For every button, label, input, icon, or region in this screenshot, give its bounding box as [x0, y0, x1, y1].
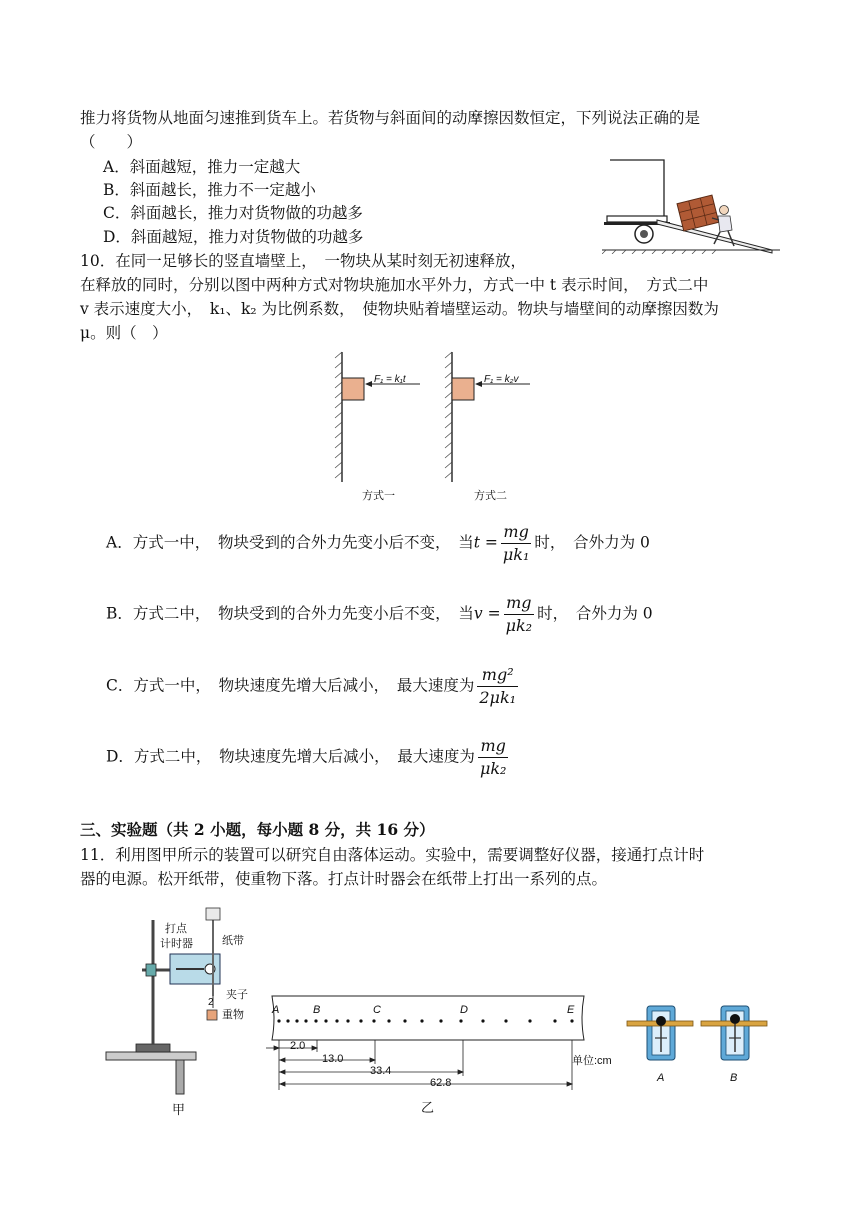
q9-stem: 推力将货物从地面匀速推到货车上。若货物与斜面间的动摩擦因数恒定，下列说法正确的是 — [80, 109, 701, 127]
wall-2 — [445, 352, 530, 482]
distance-ae: 62.8 — [430, 1077, 452, 1089]
truck-ramp-figure — [602, 158, 782, 254]
q10-option-c: C．方式一中， 物块速度先增大后减小， 最大速度为 $\frac{\text{mg²}}{\text{2μk₁}}$ — [106, 665, 517, 707]
timer-label-1: 打点 — [165, 923, 187, 935]
clamp-a — [627, 1006, 693, 1060]
q9-bracket: （ ） — [80, 133, 143, 151]
q10-line-2: 在释放的同时，分别以图中两种方式对物块施加水平外力，方式一中 t 表示时间， 方式二中 — [80, 276, 709, 294]
caption-jia: 甲 — [172, 1102, 186, 1117]
q10-line-1: 10．在同一足够长的竖直墙壁上， 一物块从某时刻无初速释放， — [80, 252, 526, 270]
tape-figure — [262, 994, 592, 1094]
fraction: $\frac{mg}{\text{μk₂}}$ — [505, 593, 533, 635]
point-c: C — [373, 1004, 381, 1016]
distance-ac: 13.0 — [322, 1053, 344, 1065]
caption-yi: 乙 — [421, 1100, 435, 1115]
clip-label: 夹子 — [226, 989, 248, 1001]
distance-ab: 2.0 — [290, 1040, 306, 1052]
fraction: $\frac{\text{mg²}}{\text{2μk₁}}$ — [479, 665, 517, 707]
q10-option-b: B．方式二中， 物块受到的合外力先变小后不变， 当v = $\frac{mg}{\text{μk₂}}$ 时， 合外力为 0 — [106, 593, 653, 635]
point-a: A — [272, 1004, 280, 1016]
q10-option-a: A．方式一中， 物块受到的合外力先变小后不变， 当t = $\frac{mg}{\text{μk₁}}$ 时， 合外力为 0 — [106, 522, 650, 564]
wall-1 — [335, 352, 420, 482]
q10-line-4: μ。则（ ） — [80, 324, 168, 342]
force-label-2: F₁ = k₂v — [484, 374, 519, 385]
q9-option-b: B．斜面越长，推力不一定越小 — [103, 181, 316, 199]
weight-label: 重物 — [222, 1009, 244, 1021]
clip-number: 2 — [208, 997, 214, 1008]
q9-option-d: D．斜面越短，推力对货物做的功越多 — [103, 228, 364, 246]
clamp-label-a: A — [657, 1072, 665, 1084]
point-b: B — [313, 1004, 321, 1016]
wall-force-figure — [330, 350, 540, 485]
distance-ad: 33.4 — [370, 1065, 392, 1077]
clamp-label-b: B — [730, 1072, 738, 1084]
fraction: $\frac{mg}{\text{μk₁}}$ — [502, 522, 530, 564]
force-label-1: F₁ = k₁t — [374, 374, 406, 385]
clamp-figures — [625, 1002, 770, 1064]
timer-label-2: 计时器 — [160, 938, 193, 950]
unit-label: 单位:cm — [572, 1055, 612, 1067]
q10-option-d: D．方式二中， 物块速度先增大后减小， 最大速度为 $\frac{mg}{\text{μk₂}}$ — [106, 736, 507, 778]
fraction: $\frac{mg}{\text{μk₂}}$ — [479, 736, 507, 778]
tape-label: 纸带 — [222, 935, 244, 947]
q11-line-2: 器的电源。松开纸带，使重物下落。打点计时器会在纸带上打出一系列的点。 — [80, 870, 608, 888]
q10-line-3: v 表示速度大小， k₁、k₂ 为比例系数， 使物块贴着墙壁运动。物块与墙壁间的动摩擦因数为 — [80, 300, 719, 318]
caption-method-2: 方式二 — [474, 490, 507, 502]
caption-method-1: 方式一 — [362, 490, 395, 502]
point-d: D — [460, 1004, 468, 1016]
q11-line-1: 11．利用图甲所示的装置可以研究自由落体运动。实验中，需要调整好仪器，接通打点计时 — [80, 846, 705, 864]
clamp-b — [701, 1006, 767, 1060]
q9-option-c: C．斜面越长，推力对货物做的功越多 — [103, 204, 363, 222]
point-e: E — [567, 1004, 575, 1016]
q9-option-a: A．斜面越短，推力一定越大 — [103, 158, 301, 176]
section-heading: 三、实验题（共 2 小题，每小题 8 分，共 16 分） — [80, 820, 435, 839]
